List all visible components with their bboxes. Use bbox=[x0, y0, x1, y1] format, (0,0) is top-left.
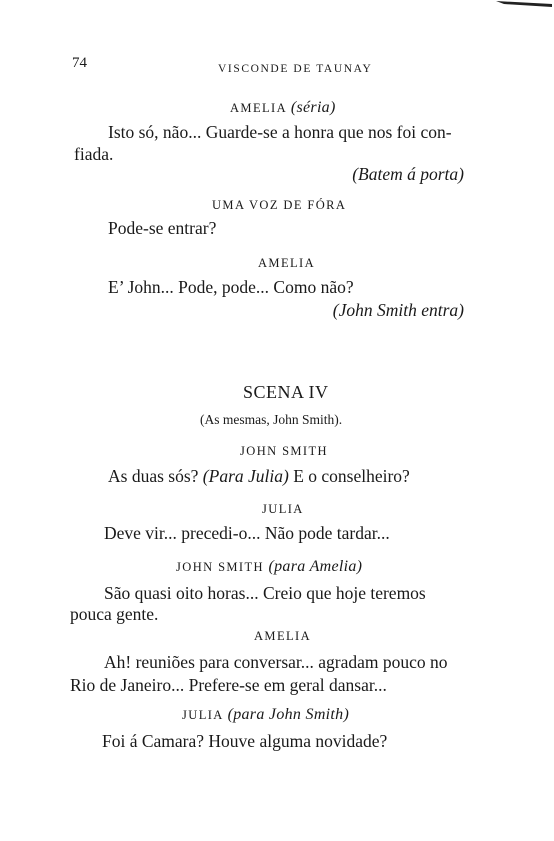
dialogue-line: fiada. bbox=[74, 144, 114, 164]
dialogue-line: Rio de Janeiro... Prefere-se em geral dansar... bbox=[70, 675, 387, 695]
dialogue-line: E’ John... Pode, pode... Como não? bbox=[108, 277, 354, 297]
speaker-name: JOHN SMITH bbox=[176, 560, 264, 574]
dialogue-line: Foi á Camara? Houve alguma novidade? bbox=[102, 731, 388, 751]
dialogue-line: Ah! reuniões para conversar... agradam pouco no bbox=[104, 652, 448, 672]
running-title: VISCONDE DE TAUNAY bbox=[218, 63, 373, 75]
speaker-direction: (séria) bbox=[290, 99, 336, 116]
dialogue-text: As duas sós? bbox=[108, 466, 203, 486]
speaker-direction: (para John Smith) bbox=[227, 706, 350, 723]
dialogue-line: São quasi oito horas... Creio que hoje teremos bbox=[104, 583, 426, 603]
speaker-name: UMA VOZ DE FÓRA bbox=[212, 198, 347, 212]
speaker-name: AMELIA bbox=[258, 256, 316, 270]
dialogue-line: Isto só, não... Guarde-se a honra que nos foi con- bbox=[108, 122, 452, 142]
speaker-name: JULIA bbox=[262, 502, 304, 516]
speaker-name: JULIA bbox=[182, 708, 224, 722]
dialogue-line bbox=[108, 466, 410, 487]
dialogue-text: E o conselheiro? bbox=[288, 466, 410, 486]
stage-direction: (Batem á porta) bbox=[352, 164, 464, 184]
inline-stage-direction: (Para Julia) bbox=[202, 466, 289, 486]
speaker-heading bbox=[230, 99, 336, 117]
speaker-name: AMELIA bbox=[230, 101, 287, 115]
dialogue-line: Pode-se entrar? bbox=[108, 218, 217, 238]
dialogue-line: Deve vir... precedi-o... Não pode tardar... bbox=[104, 523, 390, 543]
speaker-name: AMELIA bbox=[254, 629, 312, 643]
speaker-heading bbox=[182, 706, 349, 724]
speaker-name: JOHN SMITH bbox=[240, 444, 328, 458]
speaker-direction: (para Amelia) bbox=[268, 558, 363, 575]
speaker-heading bbox=[176, 558, 362, 576]
dialogue-line: pouca gente. bbox=[70, 604, 159, 624]
scan-edge-mark bbox=[494, 0, 554, 8]
scene-title: SCENA IV bbox=[243, 382, 329, 402]
stage-direction: (John Smith entra) bbox=[332, 300, 464, 320]
scene-cast-list: (As mesmas, John Smith). bbox=[200, 412, 343, 427]
page-number: 74 bbox=[72, 55, 87, 71]
